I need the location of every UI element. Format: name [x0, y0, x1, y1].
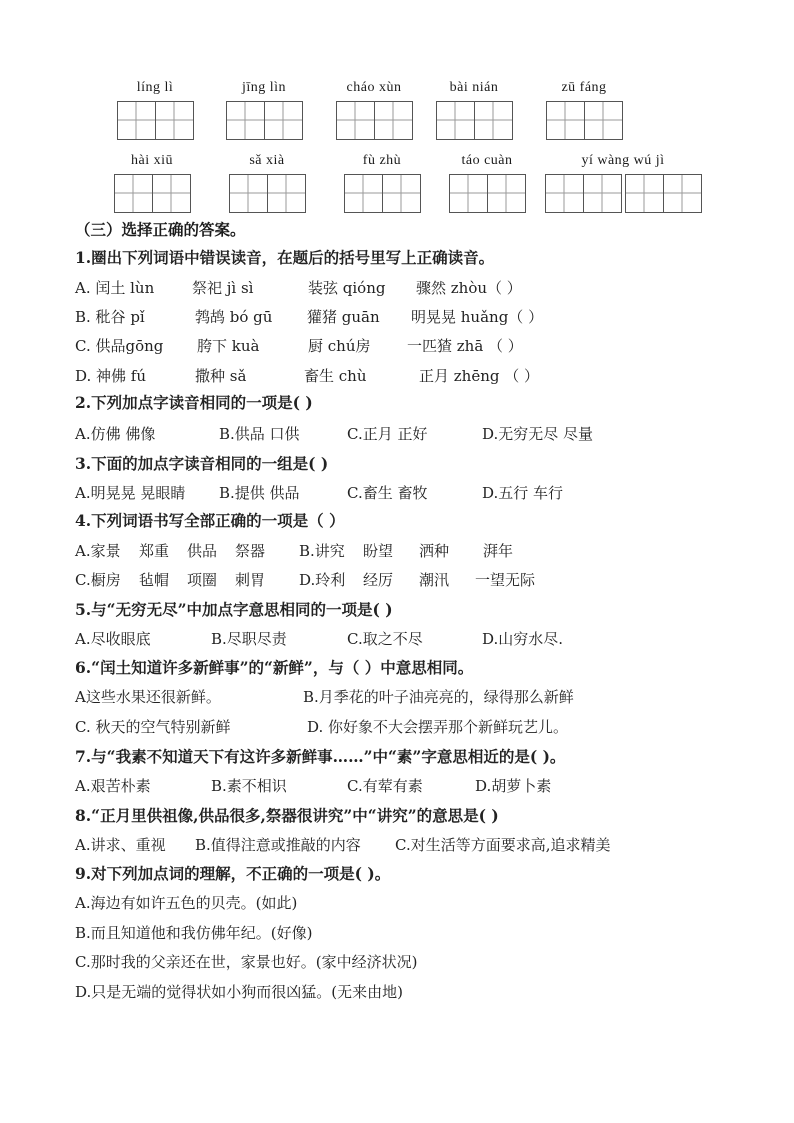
pinyin-label: sǎ xià	[249, 153, 285, 168]
question-9-option-b: B.而且知道他和我仿佛年纪。(好像)	[75, 924, 313, 942]
question-1-stem: 1.圈出下列词语中错误读音，在题后的括号里写上正确读音。	[75, 248, 495, 267]
pinyin-label: líng lì	[136, 80, 174, 95]
question-2-stem: 2.下列加点字读音相同的一项是( )	[75, 393, 313, 412]
question-9-option-a: A.海边有如许五色的贝壳。(如此)	[75, 894, 298, 912]
writing-grid[interactable]	[546, 101, 623, 140]
writing-grid[interactable]	[226, 101, 303, 140]
pinyin-label: jīng lìn	[241, 80, 287, 95]
question-9-option-d: D.只是无端的觉得状如小狗而很凶猛。(无来由地)	[75, 983, 403, 1001]
writing-grid[interactable]	[229, 174, 306, 213]
question-6-stem: 6.“闰土知道许多新鲜事”的“新鲜”，与（ ）中意思相同。	[75, 658, 474, 677]
pinyin-label: táo cuàn	[461, 153, 513, 168]
writing-grid[interactable]	[114, 174, 191, 213]
question-8-stem: 8.“正月里供祖像,供品很多,祭器很讲究”中“讲究”的意思是( )	[75, 806, 499, 825]
writing-grid[interactable]	[344, 174, 421, 213]
pinyin-group	[117, 80, 193, 140]
pinyin-group	[229, 153, 305, 213]
pinyin-group	[546, 80, 622, 140]
question-7-stem: 7.与“我素不知道天下有这许多新鲜事……”中“素”字意思相近的是( )。	[75, 747, 566, 766]
question-3-stem: 3.下面的加点字读音相同的一组是( )	[75, 454, 329, 473]
question-9-option-c: C.那时我的父亲还在世，家景也好。(家中经济状况)	[75, 953, 418, 971]
pinyin-label: bài nián	[449, 80, 499, 95]
writing-grid[interactable]	[117, 101, 194, 140]
question-5-stem: 5.与“无穷无尽”中加点字意思相同的一项是( )	[75, 600, 393, 619]
pinyin-group	[545, 153, 701, 213]
pinyin-group	[114, 153, 190, 213]
pinyin-group	[344, 153, 420, 213]
writing-grid[interactable]	[436, 101, 513, 140]
pinyin-label: yí wàng wú jì	[581, 153, 665, 168]
pinyin-label: hài xiū	[131, 153, 173, 168]
pinyin-group	[336, 80, 412, 140]
writing-grid[interactable]	[449, 174, 526, 213]
writing-grid[interactable]	[545, 174, 702, 213]
question-4-stem: 4.下列词语书写全部正确的一项是（ ）	[75, 511, 345, 530]
pinyin-label: zū fáng	[561, 80, 607, 95]
pinyin-group	[449, 153, 525, 213]
pinyin-group	[436, 80, 512, 140]
writing-grid[interactable]	[336, 101, 413, 140]
pinyin-label: cháo xùn	[346, 80, 402, 95]
pinyin-group	[226, 80, 302, 140]
pinyin-label: fù zhù	[362, 153, 402, 168]
section-title: （三）选择正确的答案。	[75, 220, 246, 239]
question-9-stem: 9.对下列加点词的理解，不正确的一项是( )。	[75, 864, 391, 883]
